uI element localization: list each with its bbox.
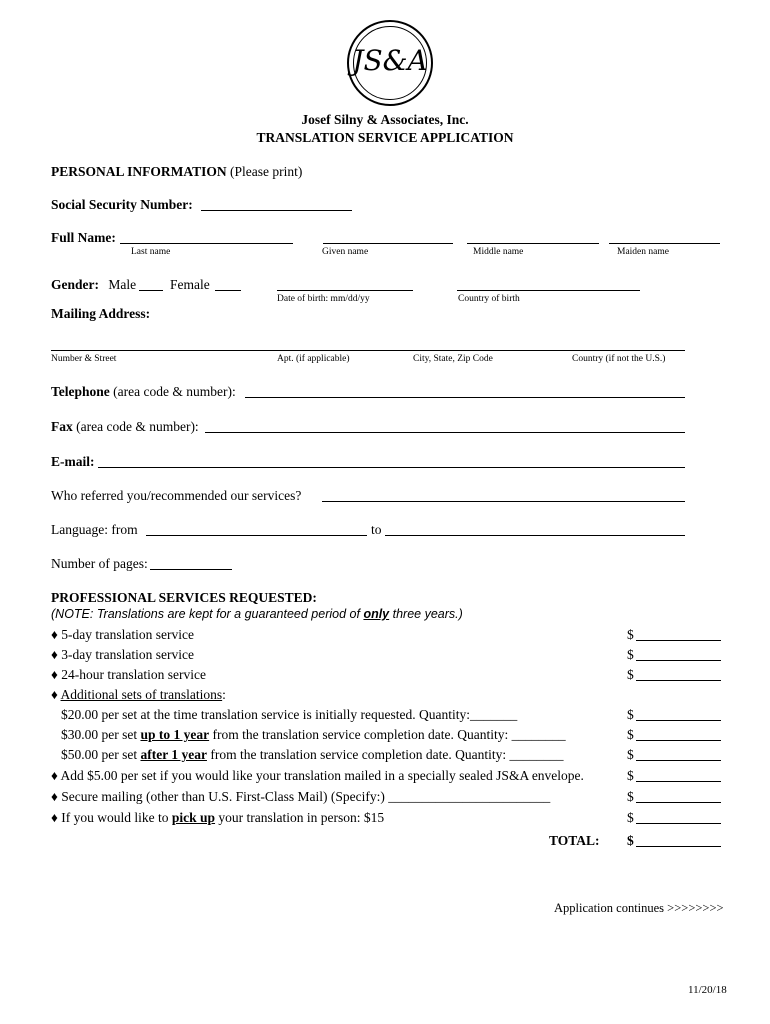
service-3day	[51, 647, 194, 663]
street-caption: Number & Street	[51, 354, 117, 364]
amount-total-field[interactable]	[636, 846, 721, 847]
amount-5day-field[interactable]	[636, 640, 721, 641]
language-from-field[interactable]	[146, 535, 367, 536]
country-birth-caption: Country of birth	[458, 294, 520, 304]
logo-monogram: JS&A	[352, 44, 428, 77]
apt-caption: Apt. (if applicable)	[277, 354, 350, 364]
note-part-a: (NOTE: Translations are kept for a guaranteed period of	[51, 607, 364, 621]
personal-info-note: (Please print)	[230, 164, 303, 179]
additional-colon: :	[222, 687, 226, 702]
amount-sealed-dollar: $	[627, 768, 634, 783]
set-50-b: after 1 year	[140, 747, 207, 762]
personal-info-title: PERSONAL INFORMATION	[51, 164, 227, 179]
country-caption: Country (if not the U.S.)	[572, 354, 666, 364]
referred-field[interactable]	[322, 501, 685, 502]
bullet-icon: ♦	[51, 627, 58, 642]
services-heading: PROFESSIONAL SERVICES REQUESTED:	[51, 590, 317, 605]
dob-field[interactable]	[277, 290, 413, 291]
bullet-icon: ♦	[51, 789, 58, 804]
company-logo	[347, 20, 433, 106]
company-name: Josef Silny & Associates, Inc.	[301, 112, 469, 127]
pickup-a: If you would like to	[61, 810, 172, 825]
amount-pickup-field[interactable]	[636, 823, 721, 824]
amount-set20-field[interactable]	[636, 720, 721, 721]
maiden-name-caption: Maiden name	[617, 247, 669, 257]
service-3day-label: 3-day translation service	[61, 647, 194, 662]
pages-field[interactable]	[150, 569, 232, 570]
city-caption: City, State, Zip Code	[413, 354, 493, 364]
service-additional-label: Additional sets of translations	[60, 687, 223, 702]
service-24h	[51, 667, 206, 683]
given-name-caption: Given name	[322, 247, 369, 257]
email-label: E-mail:	[51, 454, 95, 469]
mailing-address-label: Mailing Address:	[51, 306, 151, 321]
referred-label: Who referred you/recommended our services?	[51, 488, 302, 503]
amount-set30-dollar: $	[627, 727, 634, 742]
set-20: $20.00 per set at the time translation service is initially requested. Quantity:_______	[61, 707, 518, 722]
male-field[interactable]	[139, 290, 163, 291]
bullet-icon: ♦	[51, 647, 58, 662]
amount-set50-dollar: $	[627, 747, 634, 762]
mail-sealed	[51, 768, 584, 784]
pages-label: Number of pages:	[51, 556, 148, 571]
bullet-icon: ♦	[51, 768, 58, 783]
amount-set20-dollar: $	[627, 707, 634, 722]
dob-caption: Date of birth: mm/dd/yy	[277, 294, 370, 304]
fax-label-bold: Fax	[51, 419, 73, 434]
last-name-field[interactable]	[120, 243, 293, 244]
mailing-address-field[interactable]	[51, 350, 685, 351]
amount-secure-dollar: $	[627, 789, 634, 804]
telephone-label	[51, 384, 236, 400]
bullet-icon: ♦	[51, 810, 58, 825]
set-30-a: $30.00 per set	[61, 727, 141, 742]
telephone-label-bold: Telephone	[51, 384, 110, 399]
service-5day-label: 5-day translation service	[61, 627, 194, 642]
gender-label: Gender:	[51, 277, 99, 292]
amount-5day-dollar: $	[627, 627, 634, 642]
pickup-b: pick up	[171, 810, 216, 825]
pickup	[51, 810, 384, 826]
revision-date: 11/20/18	[688, 984, 727, 996]
amount-3day-field[interactable]	[636, 660, 721, 661]
language-to-label: to	[371, 522, 382, 537]
gender-row	[51, 277, 136, 293]
set-30-c: from the translation service completion date. Quantity: ________	[209, 727, 566, 742]
ssn-field[interactable]	[201, 210, 352, 211]
secure-mail	[51, 789, 550, 805]
email-field[interactable]	[98, 467, 685, 468]
fax-field[interactable]	[205, 432, 685, 433]
female-label: Female	[170, 277, 210, 292]
ssn-label: Social Security Number:	[51, 197, 193, 212]
amount-3day-dollar: $	[627, 647, 634, 662]
middle-name-caption: Middle name	[473, 247, 524, 257]
amount-sealed-field[interactable]	[636, 781, 721, 782]
note-part-b: three years.)	[389, 607, 463, 621]
amount-24h-field[interactable]	[636, 680, 721, 681]
set-50-a: $50.00 per set	[61, 747, 141, 762]
set-50-c: from the translation service completion date. Quantity: ________	[206, 747, 564, 762]
telephone-label-note: (area code & number):	[113, 384, 236, 399]
total-label: TOTAL:	[549, 833, 600, 848]
pickup-c: your translation in person: $15	[215, 810, 385, 825]
service-24h-label: 24-hour translation service	[61, 667, 206, 682]
maiden-name-field[interactable]	[609, 243, 720, 244]
amount-total-dollar: $	[627, 833, 634, 848]
bullet-icon: ♦	[51, 667, 58, 682]
amount-pickup-dollar: $	[627, 810, 634, 825]
amount-secure-field[interactable]	[636, 802, 721, 803]
fax-label	[51, 419, 199, 435]
application-continues: Application continues >>>>>>>>	[554, 901, 724, 915]
language-to-field[interactable]	[385, 535, 685, 536]
telephone-field[interactable]	[245, 397, 685, 398]
female-field[interactable]	[215, 290, 241, 291]
amount-set30-field[interactable]	[636, 740, 721, 741]
note-only: only	[363, 607, 390, 621]
set-30-b: up to 1 year	[140, 727, 210, 742]
personal-info-heading	[51, 164, 302, 180]
set-50	[61, 747, 564, 763]
language-from-label: Language: from	[51, 522, 138, 537]
mail-sealed-label: Add $5.00 per set if you would like your translation mailed in a specially sealed JS&A envelope.	[60, 768, 584, 783]
service-additional	[51, 687, 226, 703]
last-name-caption: Last name	[131, 247, 171, 257]
set-30	[61, 727, 566, 743]
amount-set50-field[interactable]	[636, 760, 721, 761]
bullet-icon: ♦	[51, 687, 58, 702]
amount-24h-dollar: $	[627, 667, 634, 682]
secure-mail-label: Secure mailing (other than U.S. First-Class Mail) (Specify:) ________________________	[61, 789, 551, 804]
male-label: Male	[108, 277, 137, 292]
full-name-label: Full Name:	[51, 230, 116, 245]
fax-label-note: (area code & number):	[76, 419, 199, 434]
country-birth-field[interactable]	[457, 290, 640, 291]
given-name-field[interactable]	[323, 243, 453, 244]
form-title: TRANSLATION SERVICE APPLICATION	[256, 130, 514, 145]
services-note	[51, 607, 463, 621]
middle-name-field[interactable]	[467, 243, 599, 244]
service-5day	[51, 627, 194, 643]
